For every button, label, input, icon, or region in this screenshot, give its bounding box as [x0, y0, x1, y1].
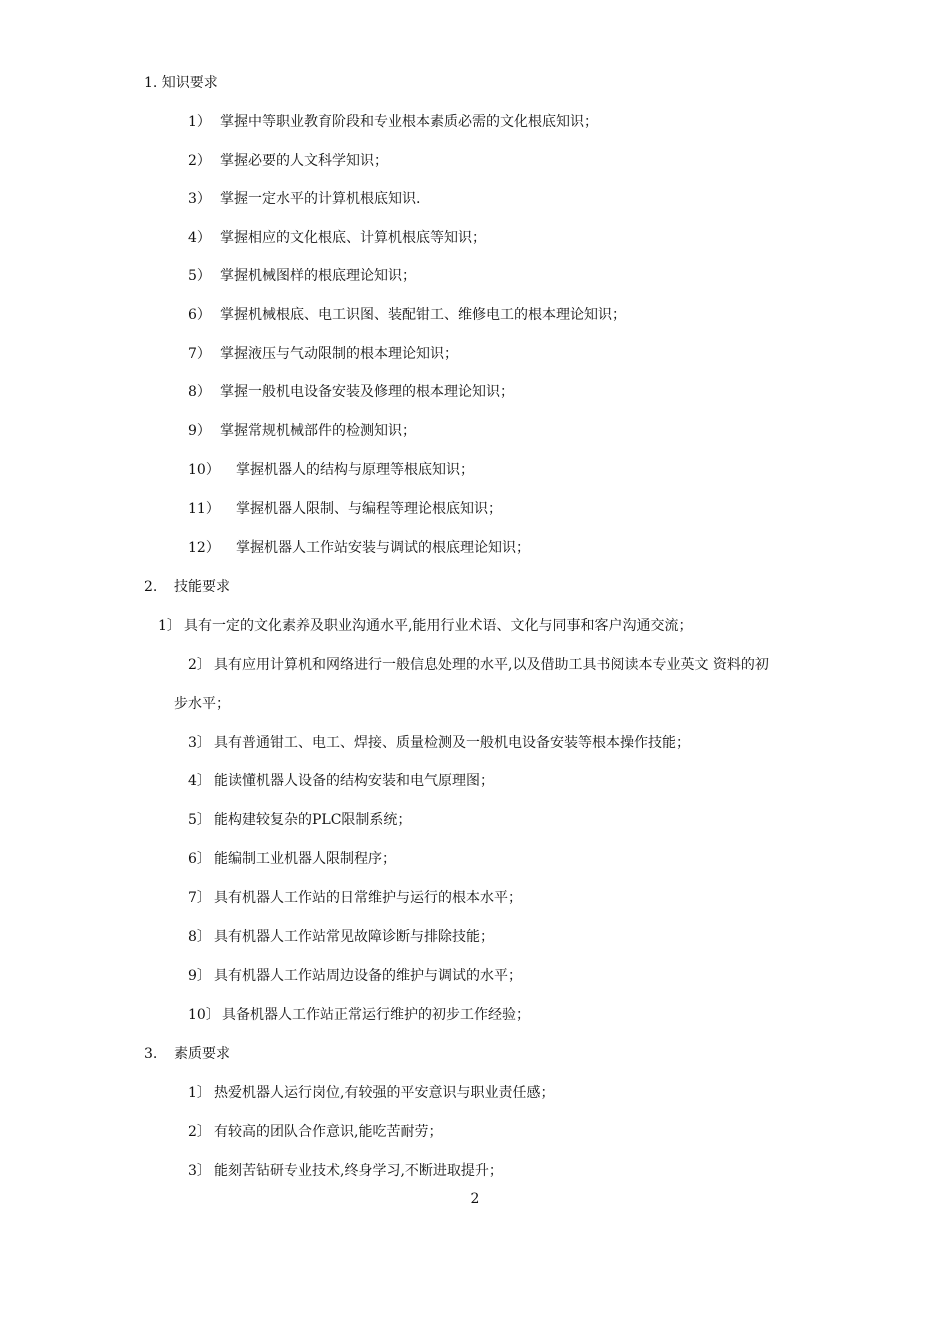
item-text: 能刻苦钻研专业技术,终身学习,不断进取提升； — [214, 1163, 503, 1179]
section-title: 素质要求 — [174, 1046, 230, 1062]
item-text: 具有应用计算机和网络进行一般信息处理的水平,以及借助工具书阅读本专业英文 资料的初 — [214, 657, 769, 673]
skills-item — [188, 811, 411, 829]
item-number: 6〕 — [188, 851, 211, 867]
item-number: 3） — [188, 191, 211, 207]
item-text: 热爱机器人运行岗位,有较强的平安意识与职业责任感； — [214, 1085, 555, 1101]
section-title: 技能要求 — [174, 579, 230, 595]
item-number: 8） — [188, 384, 211, 400]
item-number: 1〕 — [188, 1085, 211, 1101]
item-number: 4） — [188, 230, 211, 246]
item-text: 有较高的团队合作意识,能吃苦耐劳； — [214, 1124, 443, 1140]
quality-item — [188, 1123, 442, 1141]
item-text: 掌握机器人限制、与编程等理论根底知识； — [236, 501, 502, 517]
item-text: 掌握机器人的结构与原理等根底知识； — [236, 462, 474, 478]
item-number: 9） — [188, 423, 211, 439]
item-text: 掌握机械根底、电工识图、装配钳工、维修电工的根本理论知识； — [220, 307, 626, 323]
item-text: 掌握液压与气动限制的根本理论知识； — [220, 346, 458, 362]
item-text: 掌握常规机械部件的检测知识； — [220, 423, 416, 439]
item-number: 2〕 — [188, 1124, 211, 1140]
quality-heading — [144, 1045, 230, 1063]
item-text: 掌握机械图样的根底理论知识； — [220, 268, 416, 284]
knowledge-item — [188, 190, 420, 208]
item-number: 12） — [188, 540, 220, 556]
skills-heading — [144, 578, 230, 596]
item-text: 具有一定的文化素养及职业沟通水平,能用行业术语、文化与同事和客户沟通交流； — [184, 618, 693, 634]
skills-item — [188, 1006, 530, 1024]
item-number: 10） — [188, 462, 220, 478]
item-text: 掌握相应的文化根底、计算机根底等知识； — [220, 230, 486, 246]
item-number: 7〕 — [188, 890, 211, 906]
item-text: 掌握一定水平的计算机根底知识. — [220, 191, 421, 207]
skills-item — [188, 928, 494, 946]
skills-item — [188, 967, 522, 985]
item-number: 11） — [188, 501, 220, 517]
knowledge-heading: 1. 知识要求 — [144, 75, 218, 91]
item-number: 5〕 — [188, 812, 211, 828]
section-number: 2. — [144, 579, 158, 595]
item-number: 5） — [188, 268, 211, 284]
item-text: 掌握机器人工作站安装与调试的根底理论知识； — [236, 540, 530, 556]
knowledge-item — [188, 267, 416, 285]
item-number: 9〕 — [188, 968, 211, 984]
skills-item — [188, 850, 396, 868]
knowledge-item — [188, 422, 416, 440]
knowledge-item — [188, 345, 458, 363]
item-text: 能构建较复杂的PLC限制系统； — [214, 812, 412, 828]
quality-item — [188, 1162, 503, 1180]
knowledge-item — [188, 113, 598, 131]
item-text: 具备机器人工作站正常运行维护的初步工作经验； — [222, 1007, 530, 1023]
item-number: 4〕 — [188, 773, 211, 789]
skills-item — [188, 656, 769, 674]
item-text: 掌握一般机电设备安装及修理的根本理论知识； — [220, 384, 514, 400]
item-text: 能编制工业机器人限制程序； — [214, 851, 396, 867]
item-text: 具有机器人工作站的日常维护与运行的根本水平； — [214, 890, 522, 906]
skills-item — [188, 734, 690, 752]
knowledge-item — [188, 306, 626, 324]
quality-item — [188, 1084, 554, 1102]
item-number: 6） — [188, 307, 211, 323]
item-text: 能读懂机器人设备的结构安装和电气原理图； — [214, 773, 494, 789]
skills-item — [158, 617, 692, 635]
item-text: 掌握中等职业教育阶段和专业根本素质必需的文化根底知识； — [220, 114, 598, 130]
skills-item-continuation: 步水平； — [174, 696, 230, 712]
section-number: 3. — [144, 1046, 158, 1062]
item-number: 1〕 — [158, 618, 181, 634]
item-number: 1） — [188, 114, 211, 130]
knowledge-item — [188, 152, 388, 170]
item-number: 7） — [188, 346, 211, 362]
knowledge-item — [188, 539, 530, 557]
knowledge-item — [188, 461, 474, 479]
skills-item — [188, 772, 494, 790]
item-text: 掌握必要的人文科学知识； — [220, 153, 388, 169]
knowledge-item — [188, 500, 502, 518]
item-text: 具有普通钳工、电工、焊接、质量检测及一般机电设备安装等根本操作技能； — [214, 735, 690, 751]
item-text: 具有机器人工作站周边设备的维护与调试的水平； — [214, 968, 522, 984]
item-number: 2〕 — [188, 657, 211, 673]
page-number: 2 — [470, 1191, 480, 1207]
item-text: 具有机器人工作站常见故障诊断与排除技能； — [214, 929, 494, 945]
item-number: 10〕 — [188, 1007, 220, 1023]
item-number: 3〕 — [188, 1163, 211, 1179]
skills-item — [188, 889, 522, 907]
item-number: 3〕 — [188, 735, 211, 751]
item-number: 2） — [188, 153, 211, 169]
knowledge-item — [188, 229, 486, 247]
knowledge-item — [188, 383, 514, 401]
item-number: 8〕 — [188, 929, 211, 945]
